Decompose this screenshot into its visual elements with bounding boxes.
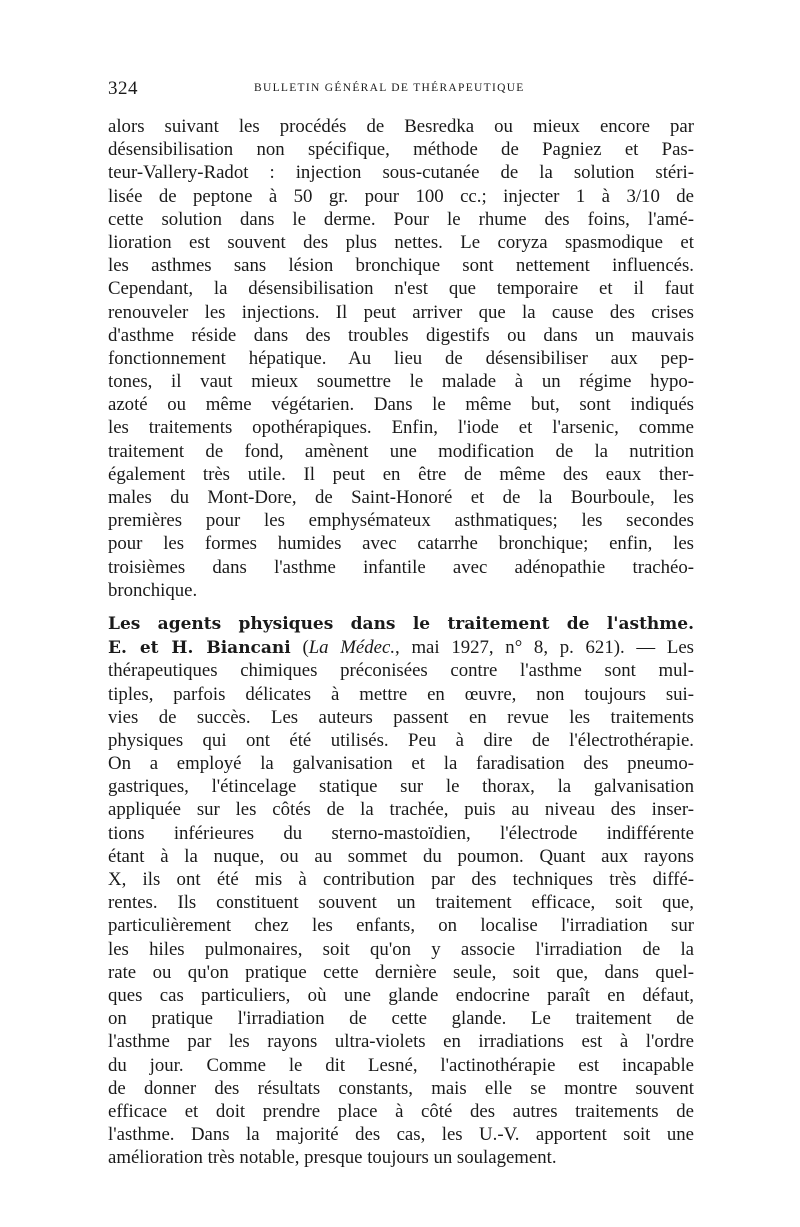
paragraph-gap <box>108 602 694 613</box>
text-line: l'asthme. Dans la majorité des cas, les U.-V. apportent soit une <box>108 1124 694 1146</box>
text-line: physiques qui ont été utilisés. Peu à dire de l'électrothérapie. <box>108 729 694 751</box>
page-number: 324 <box>108 78 138 99</box>
text-line: pour les formes humides avec catarrhe bronchique; enfin, les <box>108 533 694 555</box>
running-header <box>108 78 694 102</box>
authors: E. et H. Biancani <box>108 638 291 659</box>
text-line: on pratique l'irradiation de cette glande. Le traitement de <box>108 1008 694 1030</box>
text-line: fonctionnement hépatique. Au lieu de désensibiliser aux pep- <box>108 347 694 369</box>
text-line: lioration est souvent des plus nettes. Le coryza spasmodique et <box>108 231 694 253</box>
citation-line <box>108 636 694 659</box>
text-line: les hiles pulmonaires, soit qu'on y associe l'irradiation de la <box>108 938 694 960</box>
text-line: désensibilisation non spécifique, méthode de Pagniez et Pas- <box>108 139 694 161</box>
text-line: alors suivant les procédés de Besredka ou mieux encore par <box>108 116 694 137</box>
paragraph-2 <box>108 613 694 1170</box>
text-line: cette solution dans le derme. Pour le rhume des foins, l'amé- <box>108 208 694 230</box>
paragraph-1 <box>108 115 694 602</box>
text-line: les traitements opothérapiques. Enfin, l'iode et l'arsenic, comme <box>108 417 694 439</box>
text-line: amélioration très notable, presque toujours un soulagement. <box>108 1147 557 1169</box>
text-line: vies de succès. Les auteurs passent en revue les traitements <box>108 706 694 728</box>
text-line: d'asthme réside dans des troubles digestifs ou dans un mauvais <box>108 324 694 346</box>
text-line: On a employé la galvanisation et la faradisation des pneumo- <box>108 753 694 775</box>
text-line: Cependant, la désensibilisation n'est que temporaire et il faut <box>108 278 694 300</box>
citation-details: , mai 1927, n° 8, p. 621). — Les <box>395 637 694 659</box>
text-line: gastriques, l'étincelage statique sur le thorax, la galvanisation <box>108 776 694 798</box>
text-line: troisièmes dans l'asthme infantile avec adénopathie trachéo- <box>108 556 694 578</box>
citation-open: ( <box>290 637 309 659</box>
text-line: renouveler les injections. Il peut arriver que la cause des crises <box>108 301 694 323</box>
text-line: rentes. Ils constituent souvent un traitement efficace, soit que, <box>108 892 694 914</box>
text-line: males du Mont-Dore, de Saint-Honoré et de la Bourboule, les <box>108 487 694 508</box>
body-text <box>108 115 694 1169</box>
text-line: également très utile. Il peut en être de même des eaux ther- <box>108 463 694 485</box>
journal-reference: La Médec. <box>308 637 396 659</box>
text-line: X, ils ont été mis à contribution par des techniques très diffé- <box>108 869 694 890</box>
text-line: thérapeutiques chimiques préconisées contre l'asthme sont mul- <box>108 660 694 682</box>
text-line: tones, il vaut mieux soumettre le malade à un régime hypo- <box>108 371 694 393</box>
text-line: premières pour les emphysémateux asthmatiques; les secondes <box>108 510 694 532</box>
text-line: l'asthme par les rayons ultra-violets en irradiations est à l'ordre <box>108 1031 694 1053</box>
text-line: de donner des résultats constants, mais elle se montre souvent <box>108 1077 694 1099</box>
text-line: tiples, parfois délicates à mettre en œuvre, non toujours sui- <box>108 683 694 705</box>
text-line: appliquée sur les côtés de la trachée, puis au niveau des inser- <box>108 799 694 821</box>
journal-title: BULLETIN GÉNÉRAL DE THÉRAPEUTIQUE <box>254 82 525 94</box>
text-line: étant à la nuque, ou au sommet du poumon. Quant aux rayons <box>108 845 694 867</box>
section-title: Les agents physiques dans le traitement de l'asthme. <box>108 613 694 634</box>
text-line: tions inférieures du sterno-mastoïdien, l'électrode indifférente <box>108 822 694 844</box>
text-line: lisée de peptone à 50 gr. pour 100 cc.; injecter 1 à 3/10 de <box>108 185 694 207</box>
text-line: particulièrement chez les enfants, on localise l'irradiation sur <box>108 915 694 937</box>
text-line: traitement de fond, amènent une modification de la nutrition <box>108 440 694 462</box>
text-line: teur-Vallery-Radot : injection sous-cutanée de la solution stéri- <box>108 162 694 184</box>
text-line: rate ou qu'on pratique cette dernière seule, soit que, dans quel- <box>108 961 694 983</box>
text-line: bronchique. <box>108 579 198 601</box>
text-line: du jour. Comme le dit Lesné, l'actinothérapie est incapable <box>108 1054 694 1076</box>
text-line: efficace et doit prendre place à côté des autres traitements de <box>108 1100 694 1122</box>
text-line: azoté ou même végétarien. Dans le même but, sont indiqués <box>108 394 694 416</box>
text-line: les asthmes sans lésion bronchique sont nettement influencés. <box>108 255 694 277</box>
text-line: ques cas particuliers, où une glande endocrine paraît en défaut, <box>108 984 694 1006</box>
